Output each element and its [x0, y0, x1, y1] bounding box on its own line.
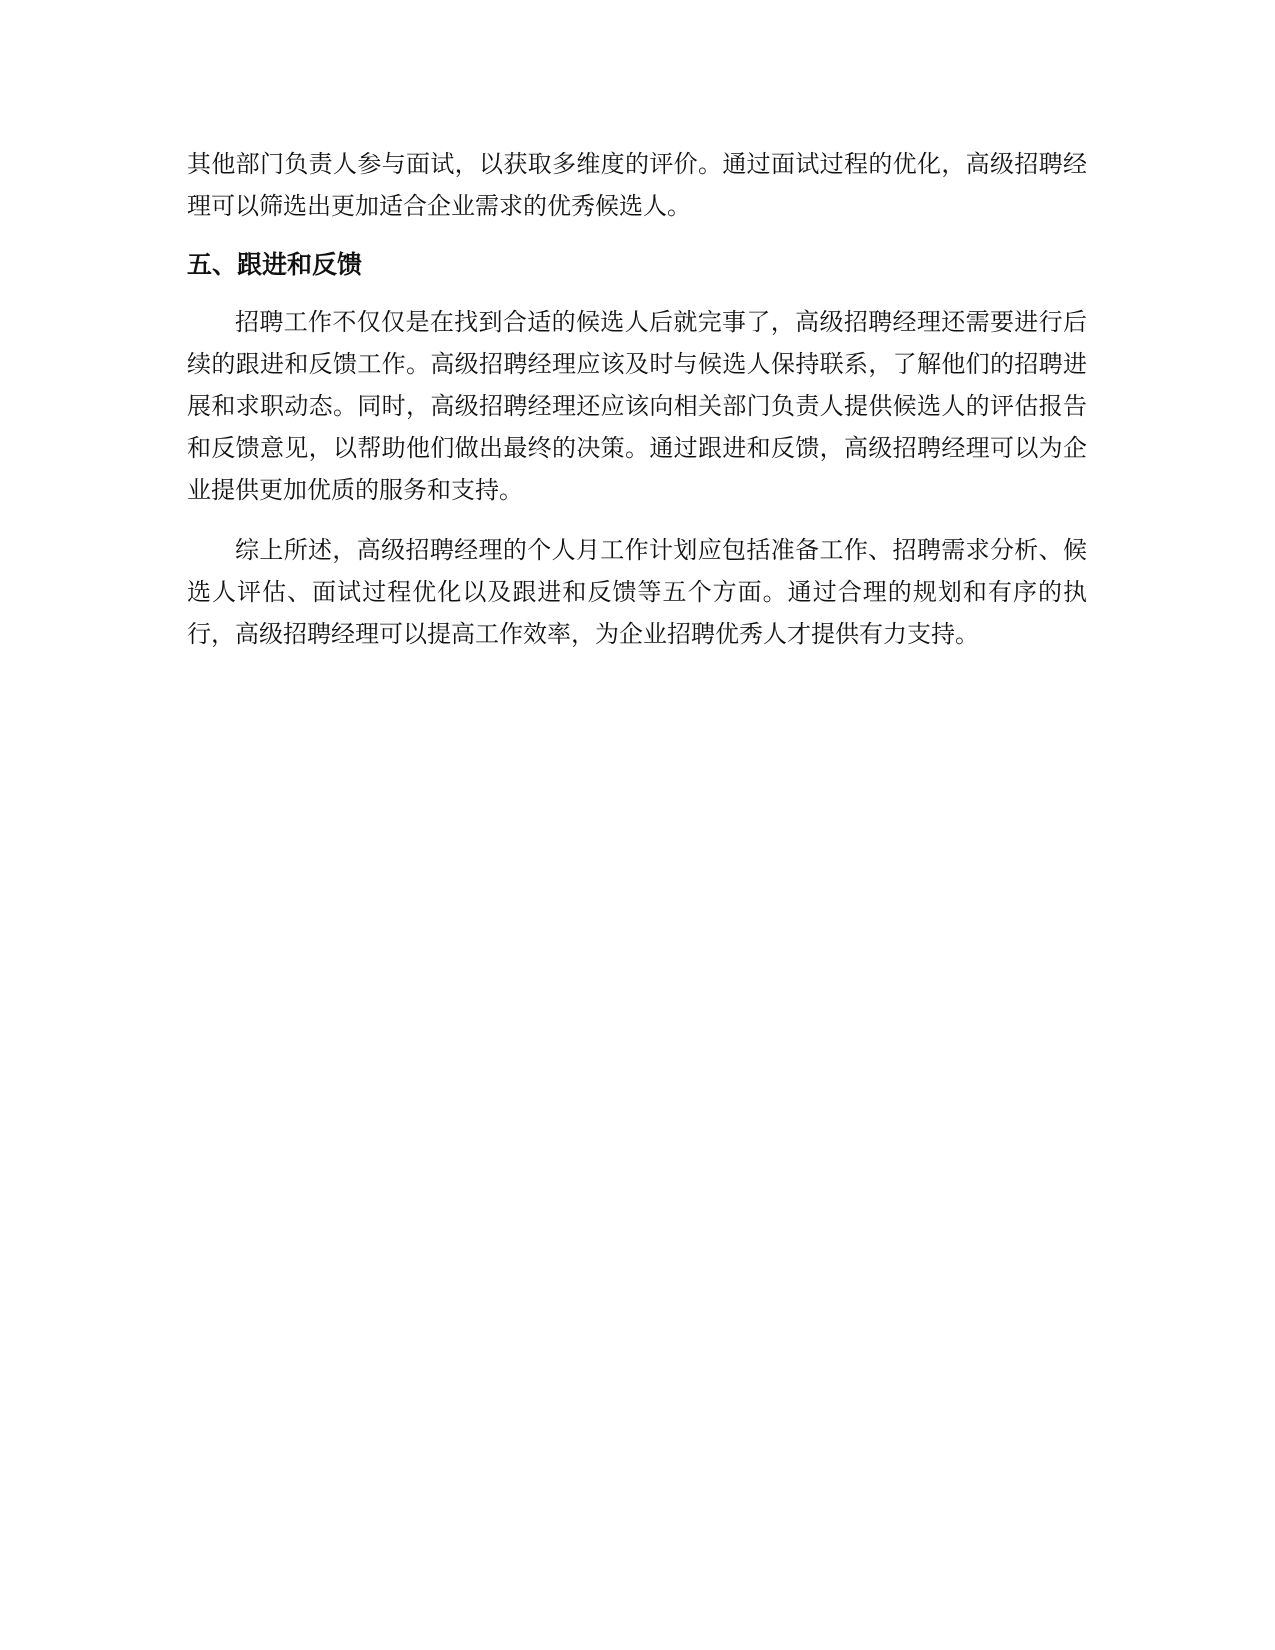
- paragraph-summary: 综上所述，高级招聘经理的个人月工作计划应包括准备工作、招聘需求分析、候选人评估、面试过程优化以及跟进和反馈等五个方面。通过合理的规划和有序的执行，高级招聘经理可以提高工作效率，为企业招聘优秀人才提供有力支持。: [187, 536, 1087, 648]
- document-body: [187, 143, 1087, 655]
- paragraph-continued: 其他部门负责人参与面试，以获取多维度的评价。通过面试过程的优化，高级招聘经理可以筛选出更加适合企业需求的优秀候选人。: [187, 150, 1087, 220]
- paragraph-follow-up: 招聘工作不仅仅是在找到合适的候选人后就完事了，高级招聘经理还需要进行后续的跟进和反馈工作。高级招聘经理应该及时与候选人保持联系，了解他们的招聘进展和求职动态。同时，高级招聘经理还应该向相关部门负责人提供候选人的评估报告和反馈意见，以帮助他们做出最终的决策。通过跟进和反馈，高级招聘经理可以为企业提供更加优质的服务和支持。: [187, 308, 1087, 504]
- section-heading: 五、跟进和反馈: [187, 250, 363, 279]
